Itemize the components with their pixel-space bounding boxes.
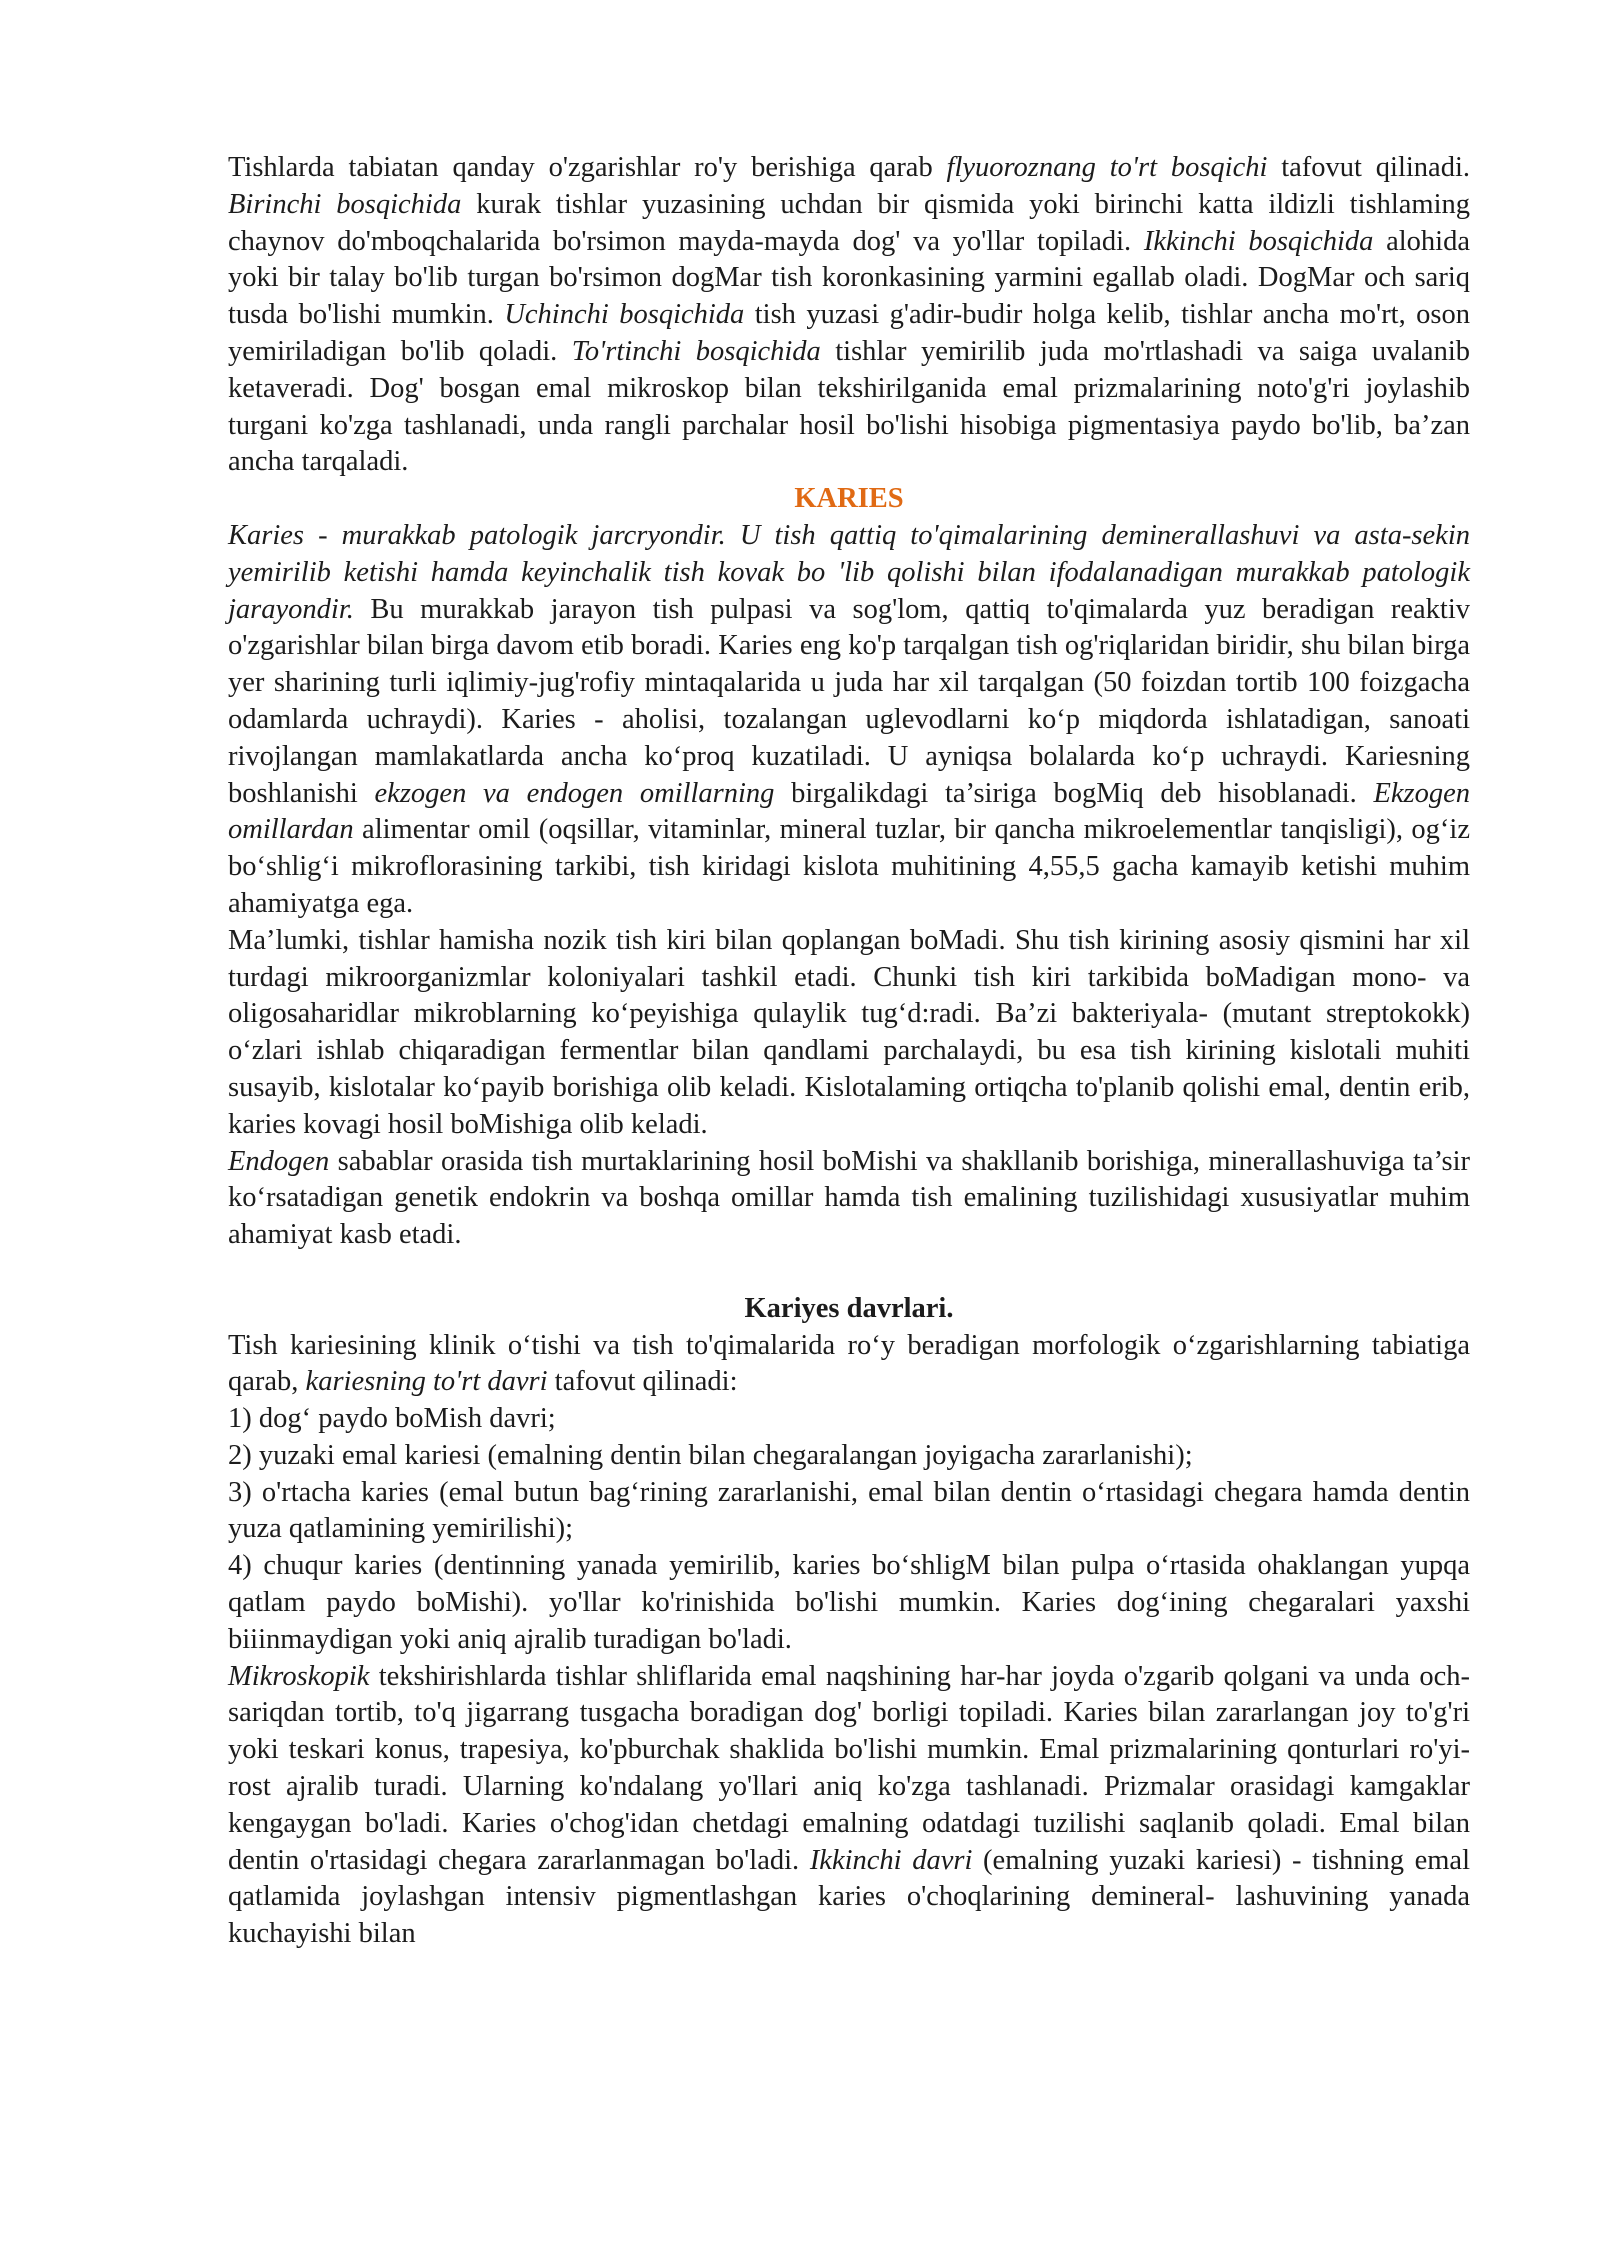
list-item: 4) chuqur karies (dentinning yanada yemirilib, karies bo‘shligM bilan pulpa o‘rtasida ohaklangan yupqa qatlam paydo boMishi). yo'llar ko'rinishida bo'lishi mumkin. Karies dog‘ining chegaralari yaxshi biiinmaydigan yoki aniq ajralib turadigan bo'ladi. bbox=[228, 1550, 1470, 1655]
paragraph-microscopic-findings bbox=[228, 1659, 1470, 1953]
italic-text-run: ekzogen va endogen omillarning bbox=[374, 777, 775, 809]
italic-text-run: Birinchi bosqichida bbox=[228, 188, 462, 220]
italic-text-run: Karies - murakkab patologik jarcryondir. U tish qattiq to'qimalarining deminerallashuvi va asta-sekin yemirilib ketishi hamda keyinchalik tish kovak bo 'lib qolishi bilan ifodalanadigan murakkab patologik jarayondir. bbox=[228, 519, 1470, 625]
italic-text-run: Ikkinchi bosqichida bbox=[1143, 225, 1374, 257]
paragraph-endogen-causes bbox=[228, 1144, 1470, 1254]
italic-text-run: Uchinchi bosqichida bbox=[504, 299, 745, 331]
section-heading-karies: KARIES bbox=[794, 483, 904, 515]
text-run: tafovut qilinadi. bbox=[1267, 152, 1470, 183]
italic-text-run: Endogen bbox=[228, 1145, 330, 1177]
karies-periods-list bbox=[228, 1401, 1470, 1659]
text-run: tish yuzasi g'adir-budir holga kelib, tishlar ancha mo'rt, oson yemiriladigan bo'lib qoladi. bbox=[228, 299, 1470, 367]
italic-text-run: flyuoroznang to'rt bosqichi bbox=[946, 152, 1268, 183]
section-heading-kariyes-davrlari: Kariyes davrlari. bbox=[744, 1292, 954, 1324]
section-spacer bbox=[228, 1254, 1470, 1291]
italic-text-run: Mikroskopik bbox=[228, 1660, 370, 1692]
italic-text-run: Ikkinchi davri bbox=[809, 1844, 973, 1876]
text-run: alohida yoki bir talay bo'lib turgan bo'rsimon dogMar tish koronkasining yarmini egallab oladi. DogMar och sariq tusda bo'lishi mumkin. bbox=[228, 225, 1470, 331]
list-item: 1) dog‘ paydo boMish davri; bbox=[228, 1403, 556, 1435]
paragraph-fluorosis-stages bbox=[228, 150, 1470, 481]
list-item: 2) yuzaki emal kariesi (emalning dentin bilan chegaralangan joyigacha zararlanishi); bbox=[228, 1439, 1193, 1471]
text-run: kurak tishlar yuzasining uchdan bir qismida yoki birinchi katta ildizli tishlaming chaynov do'mboqchalarida bo'rsimon mayda-mayda dog' va yo'llar topiladi. bbox=[228, 188, 1470, 257]
text-run: birgalikdagi ta’siriga bogMiq deb hisoblanadi. bbox=[774, 777, 1374, 809]
text-run: (emalning yuzaki kariesi) - tishning emal qatlamida joylashgan intensiv pigmentlashgan karies o'choqlarining demineral- lashuvining yanada kuchayishi bilan bbox=[228, 1844, 1470, 1950]
text-run: tafovut qilinadi: bbox=[547, 1366, 738, 1398]
paragraph-karies-definition bbox=[228, 518, 1470, 923]
paragraph-karies-periods-intro bbox=[228, 1328, 1470, 1402]
italic-text-run: kariesning to'rt davri bbox=[305, 1366, 548, 1398]
paragraph-tooth-plaque bbox=[228, 923, 1470, 1144]
italic-text-run: To'rtinchi bosqichida bbox=[571, 335, 821, 367]
list-item: 3) o'rtacha karies (emal butun bag‘rining zararlanishi, emal bilan dentin o‘rtasidagi chegara hamda dentin yuza qatlamining yemirilishi); bbox=[228, 1476, 1470, 1545]
text-run: Bu murakkab jarayon tish pulpasi va sog'lom, qattiq to'qimalarda yuz beradigan reaktiv o'zgarishlar bilan birga davom etib boradi. Karies eng ko'p tarqalgan tish og'riqlaridan biridir, shu bilan birga yer sharining turli iqlimiy-jug'rofiy mintaqalarida u juda har xil tarqalgan (50 foizdan tortib 100 foizgacha odamlarda uchraydi). Karies - aholisi, tozalangan uglevodlarni ko‘p miqdorda ishlatadigan, sanoati rivojlangan mamlakatlarda ancha ko‘proq kuzatiladi. U ayniqsa bolalarda ko‘p uchraydi. Kariesning boshlanishi bbox=[228, 593, 1470, 809]
text-run: tishlar yemirilib juda mo'rtlashadi va saiga uvalanib ketaveradi. Dog' bosgan emal mikroskop bilan tekshirilganida emal prizmalarining noto'g'ri joylashib turgani ko'zga tashlanadi, unda rangli parchalar hosil bo'lishi hisobiga pigmentasiya paydo bo'lib, ba’zan ancha tarqaladi. bbox=[228, 335, 1470, 478]
text-run: alimentar omil (oqsillar, vitaminlar, mineral tuzlar, bir qancha mikroelementlar tanqisligi), og‘iz bo‘shlig‘i mikroflorasining tarkibi, tish kiridagi kislota muhitining 4,55,5 gacha kamayib ketishi muhim ahamiyatga ega. bbox=[228, 814, 1470, 919]
text-run: Tishlarda tabiatan qanday o'zgarishlar ro'y berishiga qarab bbox=[228, 152, 947, 183]
text-run: Tish kariesining klinik o‘tishi va tish to'qimalarida ro‘y beradigan morfologik o‘zgarishlarning tabiatiga qarab, bbox=[228, 1329, 1470, 1398]
italic-text-run: Ekzogen omillardan bbox=[228, 777, 1471, 846]
text-run: Ma’lumki, tishlar hamisha nozik tish kiri bilan qoplangan boMadi. Shu tish kirining asosiy qismini har xil turdagi mikroorganizmlar koloniyalari tashkil etadi. Chunki tish kiri tarkibida boMadigan mono- va oligosaharidlar mikroblarning ko‘peyishiga qulaylik tug‘d:radi. Ba’zi bakteriyala- (mutant streptokokk) o‘zlari ishlab chiqaradigan fermentlar bilan qandlami parchalaydi, bu esa tish kirining kislotali muhiti susayib, kislotalar ko‘payib borishiga olib keladi. Kislotalaming ortiqcha to'planib qolishi emal, dentin erib, karies kovagi hosil boMishiga olib keladi. bbox=[228, 924, 1470, 1140]
text-run: tekshirishlarda tishlar shliflarida emal naqshining har-har joyda o'zgarib qolgani va unda och-sariqdan tortib, to'q jigarrang tusgacha boradigan dog' borligi topiladi. Karies bilan zararlangan joy to'g'ri yoki teskari konus, trapesiya, ko'pburchak shaklida bo'lishi mumkin. Emal prizmalarining qonturlari ro'yi-rost ajralib turadi. Ularning ko'ndalang yo'llari aniq ko'zga tashlanadi. Prizmalar orasidagi kamgaklar kengaygan bo'ladi. Karies o'chog'idan chetdagi emalning odatdagi tuzilishi saqlanib qoladi. Emal bilan dentin o'rtasidagi chegara zararlanmagan bo'ladi. bbox=[228, 1660, 1470, 1876]
text-run: sabablar orasida tish murtaklarining hosil boMishi va shakllanib borishiga, minerallashuviga ta’sir ko‘rsatadigan genetik endokrin va boshqa omillar hamda tish emalining tuzilishidagi xususiyatlar muhim ahamiyat kasb etadi. bbox=[228, 1145, 1470, 1251]
document-page bbox=[228, 150, 1470, 1953]
